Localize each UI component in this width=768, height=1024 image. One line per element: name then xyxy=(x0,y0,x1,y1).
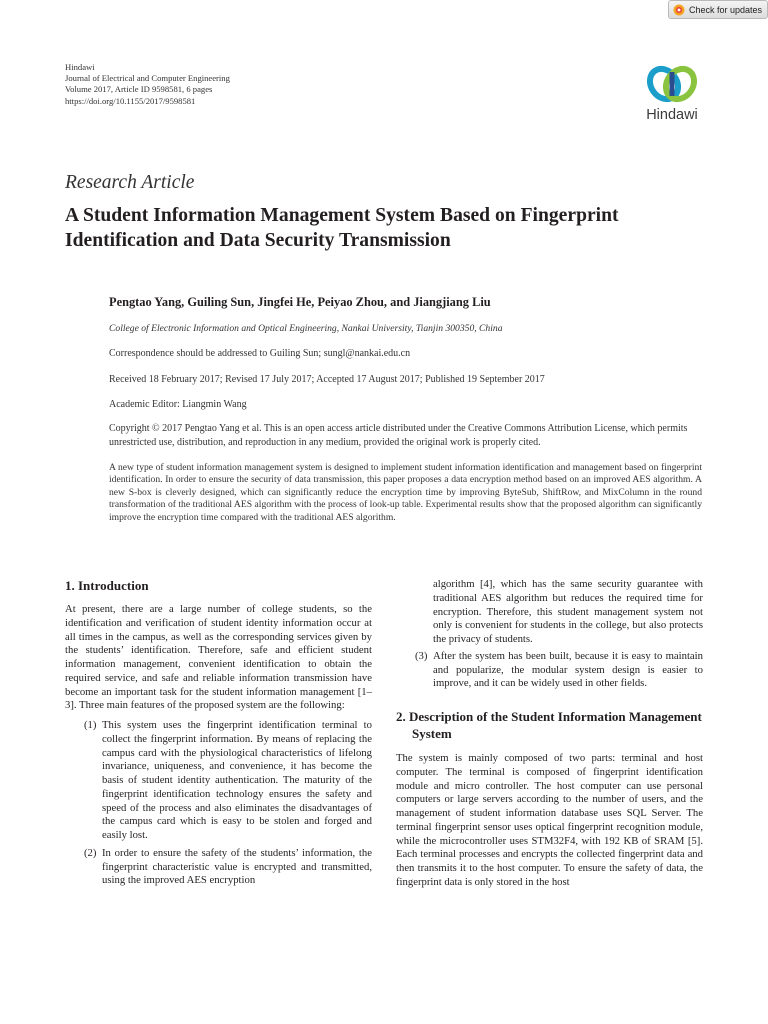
right-column xyxy=(396,578,703,890)
publisher-name: Hindawi xyxy=(65,62,95,72)
hindawi-logo-text: Hindawi xyxy=(646,107,698,123)
list-number: (2) xyxy=(84,846,97,859)
hindawi-logo-icon xyxy=(644,62,700,106)
hindawi-logo xyxy=(638,62,706,123)
academic-editor: Academic Editor: Liangmin Wang xyxy=(109,399,247,410)
article-type: Research Article xyxy=(65,172,195,193)
list-item xyxy=(396,650,703,691)
list-text: This system uses the fingerprint identification terminal to collect the fingerprint information. By means of replacing the campus card with the physiological characteristics of lifelong invariance, uniqueness, and convenience, it has become the basis of student identity authentication. The maturity of the fingerprint identification technology ensures the safety and speed of the process and also eliminates the disadvantages of the campus card which is easy to be stolen and forged and easily lost. xyxy=(102,719,372,841)
abstract: A new type of student information management system is designed to implement student information identification and management based on fingerprint identification. In order to ensure the security of data transmission, this paper proposes a data encryption method based on an improved AES algorithm. A new S-box is cleverly designed, which can significantly reduce the encryption time by improving ByteSub, ShiftRow, and MixColumn in the round transformation of the traditional AES algorithm with the process of look-up table. Experimental results show that the proposed algorithm can significantly improve the encryption time compared with the traditional AES algorithm. xyxy=(109,462,702,523)
correspondence: Correspondence should be addressed to Guiling Sun; sungl@nankai.edu.cn xyxy=(109,348,411,359)
list-number: (1) xyxy=(84,719,97,731)
doi-link[interactable]: https://doi.org/10.1155/2017/9598581 xyxy=(65,95,196,106)
journal-info xyxy=(65,62,230,107)
authors: Pengtao Yang, Guiling Sun, Jingfei He, Peiyao Zhou, and Jiangjiang Liu xyxy=(109,295,491,309)
check-updates-icon xyxy=(673,4,685,16)
section-2-paragraph: The system is mainly composed of two parts: terminal and host computer. The terminal is composed of fingerprint identification module and micro controller. The host computer can use personal computers or large servers according to the number of users, and the management of student information database uses SQL Server. The terminal fingerprint sensor uses optical fingerprint recognition module, while the microcontroller uses STM32F4, with 192 KB of SRAM [5]. Each terminal processes and encrypts the collected fingerprint data and then transmits it to the host computer. To ensure the safety of data, the fingerprint data is only stored in the host xyxy=(396,752,703,888)
section-1-heading: 1. Introduction xyxy=(65,578,149,593)
list-text: After the system has been built, because it is easy to maintain and popularize, the modular system design is easier to improve, and it can be widely used in other fields. xyxy=(433,649,703,690)
check-for-updates-label: Check for updates xyxy=(689,4,763,15)
check-for-updates-button[interactable] xyxy=(668,0,768,19)
list-item xyxy=(65,719,372,843)
journal-name: Journal of Electrical and Computer Engineering xyxy=(65,73,230,84)
publication-dates: Received 18 February 2017; Revised 17 July 2017; Accepted 17 August 2017; Published 19 September 2017 xyxy=(109,374,545,385)
article-title: A Student Information Management System Based on Fingerprint Identification and Data Security Transmission xyxy=(65,205,619,251)
section-1-paragraph: At present, there are a large number of college students, so the identification and verification of student identity information occur at all times in the campus, as well as the corresponding services given by the students’ identification. Therefore, safe and efficient student information management, convenient identification to obtain the required service, and safe and reliable information transmission have become an important task for the student information management [1–3]. Three main features of the proposed system are the following: xyxy=(65,603,372,712)
list-text: In order to ensure the safety of the students’ information, the fingerprint characteristic value is encrypted and transmitted, using the improved AES encryption xyxy=(102,846,372,887)
affiliation: College of Electronic Information and Optical Engineering, Nankai University, Tianjin 300350, China xyxy=(109,323,503,334)
volume-info: Volume 2017, Article ID 9598581, 6 pages xyxy=(65,84,213,95)
section-2-heading: 2. Description of the Student Information Management System xyxy=(396,709,702,741)
list-number: (3) xyxy=(415,649,428,662)
copyright-notice: Copyright © 2017 Pengtao Yang et al. This is an open access article distributed under the Creative Commons Attribution License, which permits unrestricted use, distribution, and reproduction in any medium, provided the original work is properly cited. xyxy=(109,423,688,448)
left-column xyxy=(65,576,372,888)
list-item-continuation: algorithm [4], which has the same security guarantee with traditional AES algorithm but reduces the required time for encryption. Therefore, this student management system not only is convenient for students in the college, but also protects the privacy of students. xyxy=(433,578,703,645)
list-item xyxy=(65,847,372,888)
